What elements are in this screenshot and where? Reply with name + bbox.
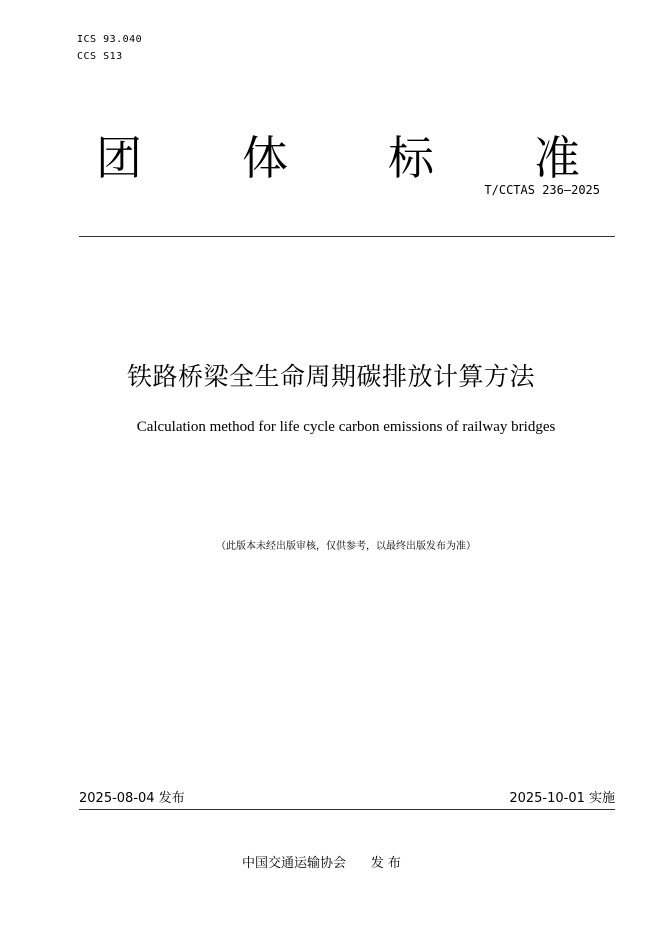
draft-note: （此版本未经出版审核，仅供参考，以最终出版发布为准） <box>216 541 476 552</box>
title-chinese: 铁路桥梁全生命周期碳排放计算方法 <box>126 362 535 391</box>
document-type-char: 团 <box>96 131 142 185</box>
publish-date: 2025-08-04 发布 <box>79 791 185 806</box>
standard-code: T/CCTAS 236—2025 <box>484 183 600 197</box>
top-divider <box>79 236 615 237</box>
implement-date: 2025-10-01 实施 <box>509 791 615 806</box>
title-english: Calculation method for life cycle carbon emissions of railway bridges <box>136 419 556 435</box>
document-type-char: 准 <box>534 131 580 185</box>
document-type-char: 标 <box>388 131 434 185</box>
ics-code: ICS 93.040 <box>77 34 143 45</box>
ccs-code: CCS S13 <box>77 51 123 62</box>
bottom-divider <box>79 809 615 810</box>
publisher: 中国交通运输协会 发 布 <box>242 856 401 871</box>
document-type-heading <box>96 130 580 186</box>
document-type-char: 体 <box>242 131 288 185</box>
